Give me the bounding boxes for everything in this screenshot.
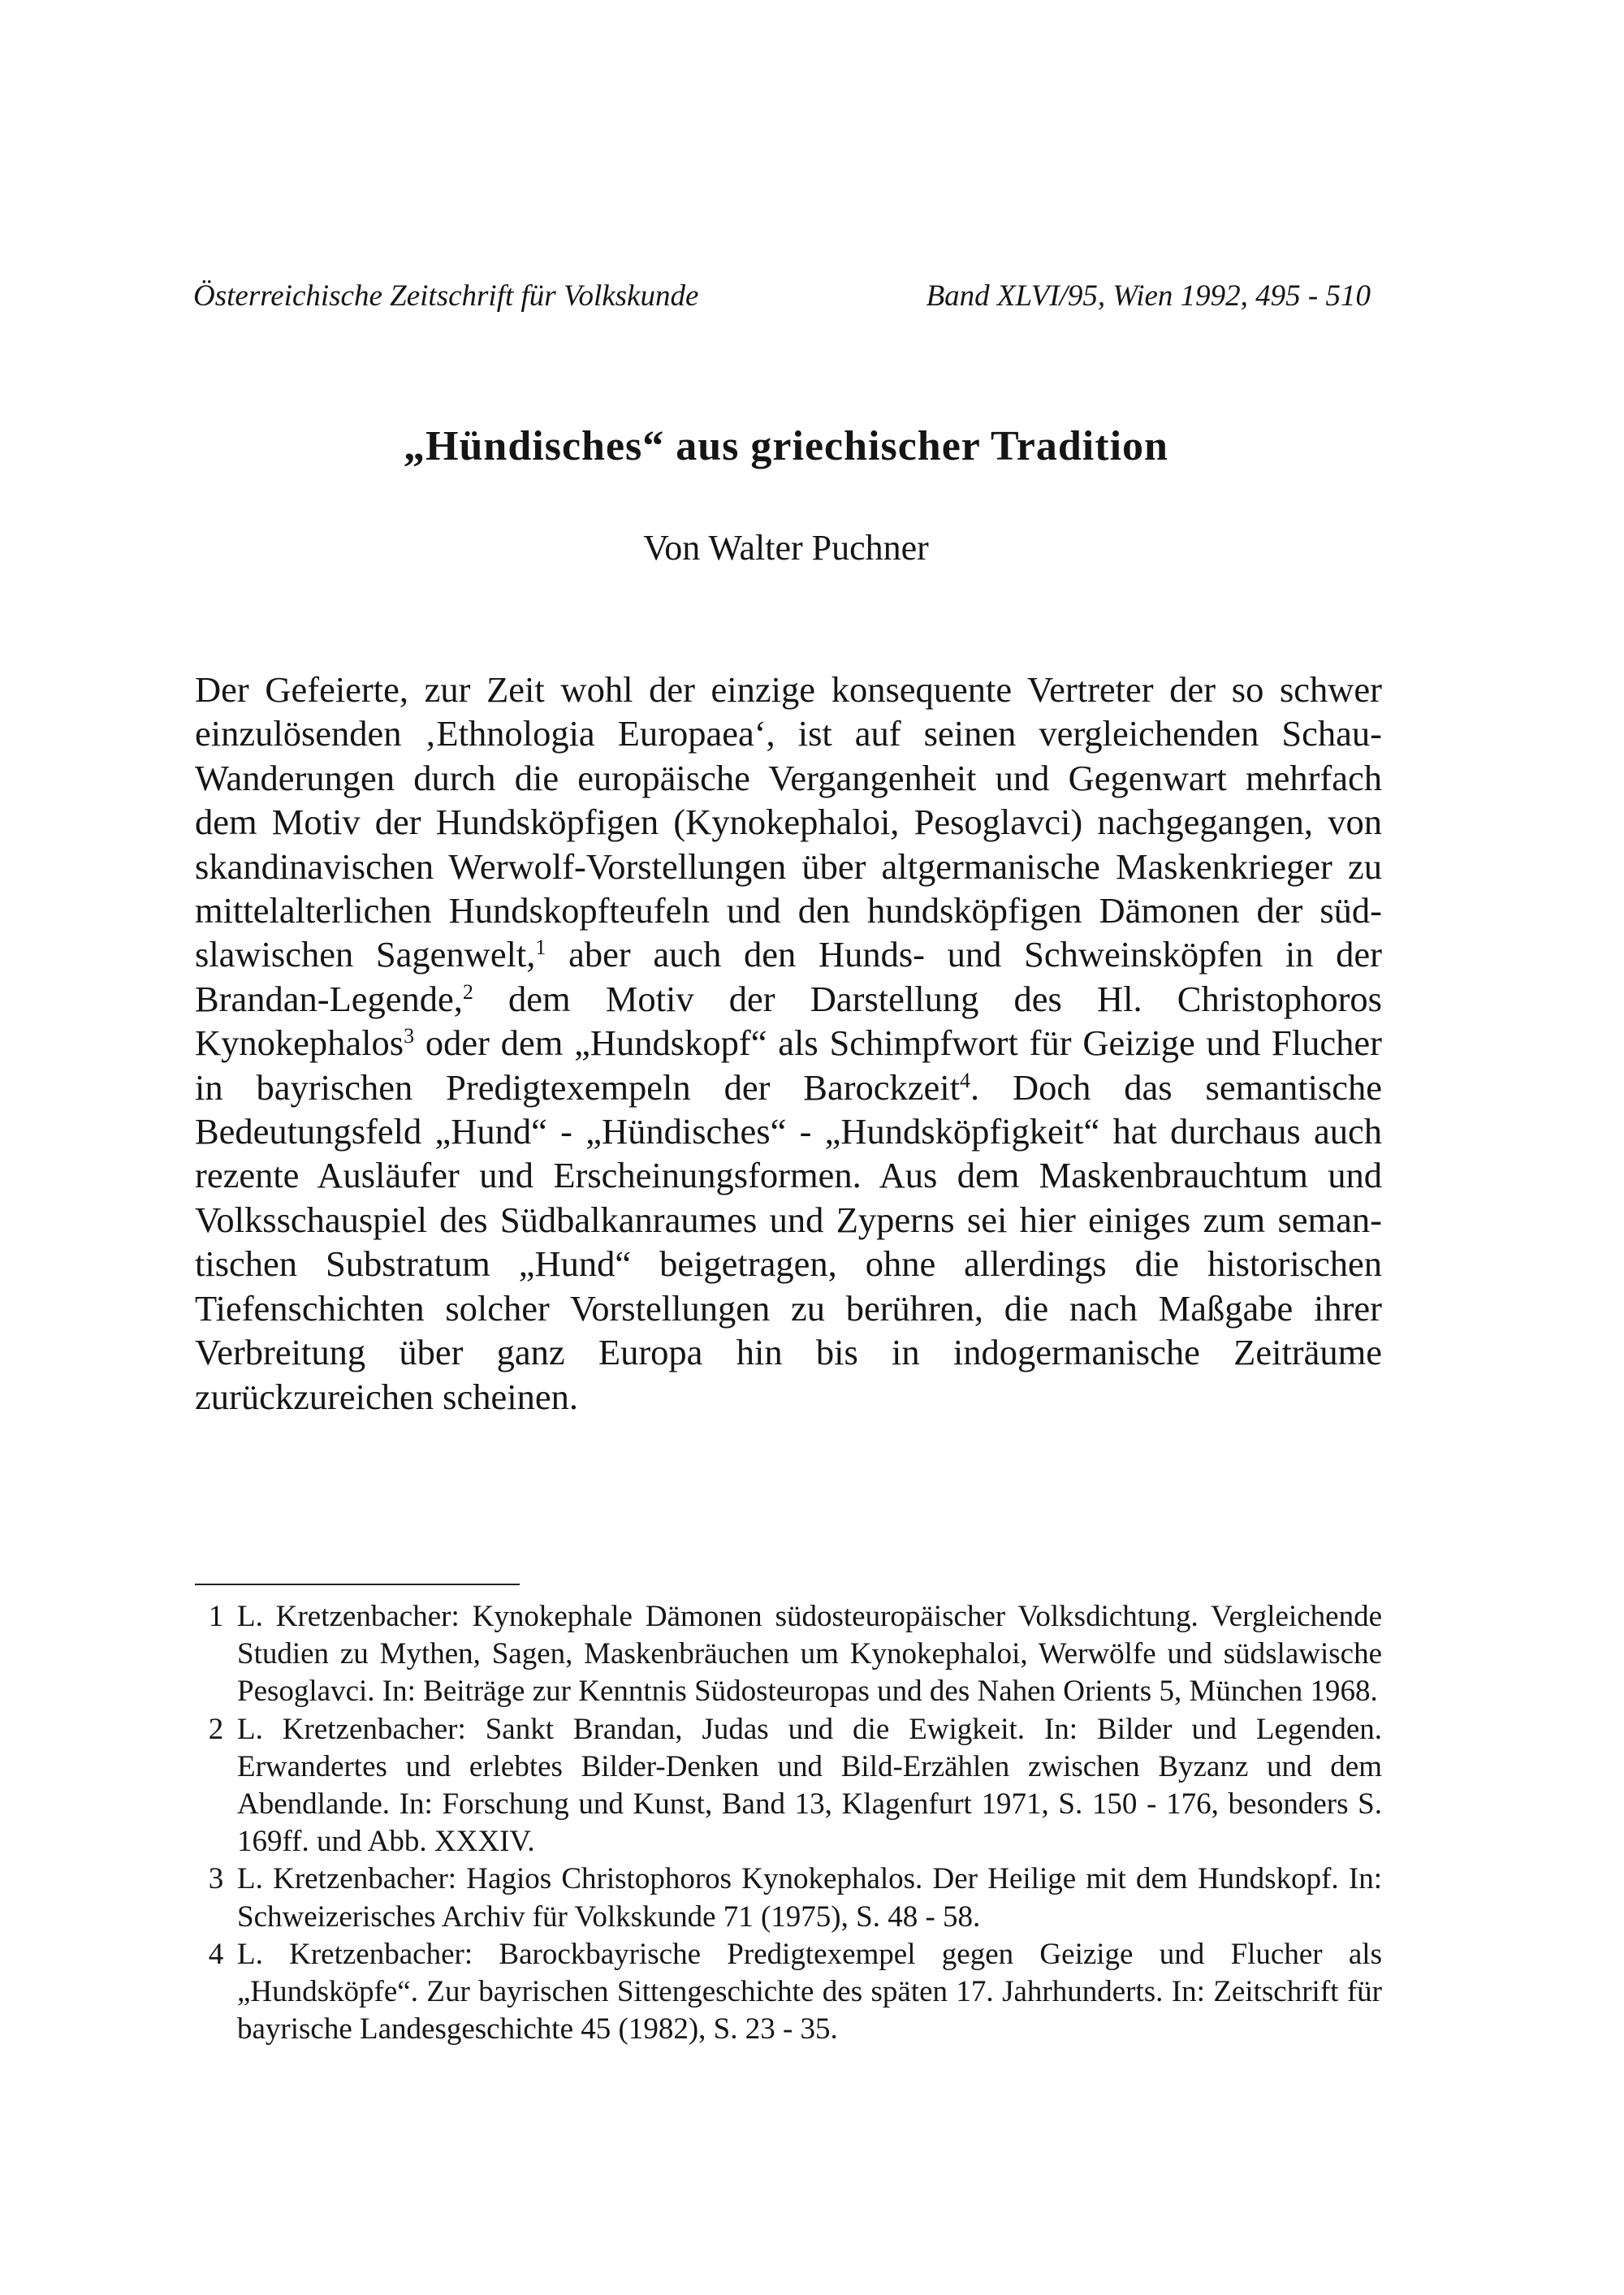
- footnote-number: 4: [208, 1937, 224, 1971]
- footnote: [195, 1598, 1382, 1711]
- footnote-text: L. Kretzenbacher: Barockbayrische Predigtexempel gegen Geizige und Flucher als „Hundsköpfe“. Zur bayrischen Sittengeschichte des späten 17. Jahrhunderts. In: Zeitschrift für bayrische Landesgeschichte 45 (1982), S. 23 - 35.: [237, 1937, 1382, 2046]
- footnote-text: L. Kretzenbacher: Kynokephale Dämonen südosteuropäischer Volksdichtung. Vergleichende Studien zu Mythen, Sagen, Maskenbräuchen um Kynokephaloi, Werwölfe und südslawische Pesoglavci. In: Beiträge zur Kenntnis Südosteuropas und des Nahen Orients 5, München 1968.: [237, 1600, 1382, 1709]
- footnote: [195, 1861, 1382, 1935]
- body-text-segment: dem Motiv der Darstellung des Hl. Christophoros Kynokephalos: [195, 978, 1382, 1064]
- footnote-number: 3: [208, 1862, 224, 1896]
- footnote-text: L. Kretzenbacher: Hagios Christophoros Kynokephalos. Der Heilige mit dem Hundskopf. In: Schweizerisches Archiv für Volkskunde 71 (1975), S. 48 - 58.: [237, 1862, 1382, 1934]
- footnote-ref-4: 4: [960, 1068, 971, 1092]
- body-text-segment: Der Gefeierte, zur Zeit wohl der einzige konsequente Vertreter der so schwer einzulösenden ‚Ethnologia Europaea‘, ist auf seinen vergleichenden Schau-Wanderungen durch die europäische Vergangenheit und Gegenwart mehrfach dem Motiv der Hundsköpfigen (Kynokephaloi, Pesoglavci) nachgegangen, von skandinavischen Werwolf-Vorstellungen über altgermanische Maskenkrieger zu mittelalterlichen Hundskopfteufeln und den hundsköpfigen Dämonen der südslawischen Sagenwelt,: [195, 669, 1382, 975]
- body-text-segment: . Doch das semantische Bedeutungsfeld „Hund“ - „Hündisches“ - „Hundsköpfigkeit“ hat durchaus auch rezente Ausläufer und Erscheinungsformen. Aus dem Maskenbrauchtum und Volksschauspiel des Südbalkanraumes und Zyperns sei hier einiges zum semantischen Substratum „Hund“ beigetragen, ohne allerdings die historischen Tiefenschichten solcher Vorstellungen zu berühren, die nach Maßgabe ihrer Verbreitung über ganz Europa hin bis in indogermanische Zeiträume zurückzureichen scheinen.: [195, 1066, 1382, 1417]
- body-text-segment: aber auch den Hunds- und Schweinsköpfen in der Brandan-Legende,: [195, 934, 1382, 1019]
- footnote-ref-1: 1: [535, 936, 546, 960]
- issue-info: Band XLVI/95, Wien 1992, 495 - 510: [926, 279, 1371, 313]
- footnote-text: L. Kretzenbacher: Sankt Brandan, Judas und die Ewigkeit. In: Bilder und Legenden. Erwandertes und erlebtes Bilder-Denken und Bild-Erzählen zwischen Byzanz und dem Abendlande. In: Forschung und Kunst, Band 13, Klagenfurt 1971, S. 150 - 176, besonders S. 169ff. und Abb. XXXIV.: [237, 1712, 1382, 1859]
- footnote-divider: [195, 1584, 520, 1585]
- journal-title: Österreichische Zeitschrift für Volkskunde: [193, 279, 699, 313]
- footnote-number: 1: [208, 1600, 224, 1633]
- body-text-segment: oder dem „Hundskopf“ als Schimpfwort für Geizige und Flucher in bayrischen Predigtexempeln der Barockzeit: [195, 1022, 1382, 1108]
- footnote-ref-3: 3: [404, 1024, 415, 1048]
- footnote: [195, 1711, 1382, 1861]
- footnote-number: 2: [208, 1712, 224, 1746]
- footnotes: [195, 1598, 1382, 2048]
- footnote: [195, 1936, 1382, 2049]
- footnote-ref-2: 2: [462, 979, 473, 1004]
- body-paragraph: [195, 668, 1382, 1419]
- article-author: Von Walter Puchner: [643, 528, 929, 568]
- article-title: „Hündisches“ aus griechischer Tradition: [404, 423, 1168, 469]
